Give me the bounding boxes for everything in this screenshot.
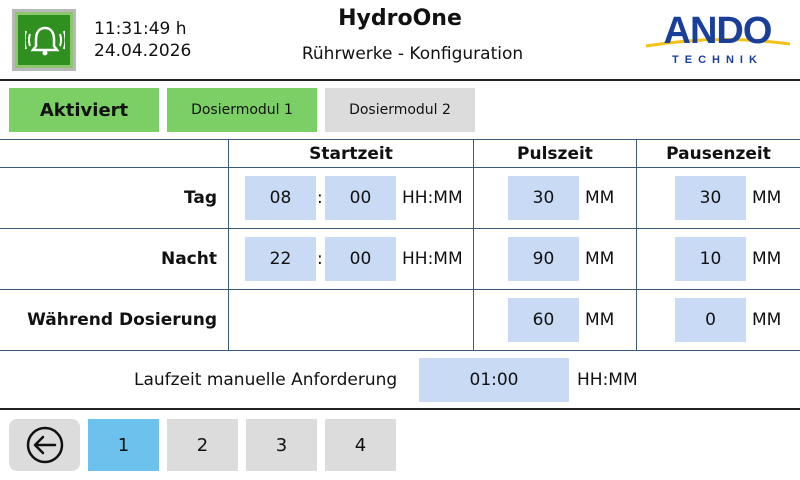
activated-button[interactable]: Aktiviert xyxy=(9,88,159,132)
header-divider xyxy=(0,79,800,81)
manual-runtime-field[interactable]: 01:00 xyxy=(419,358,569,402)
row-label-tag: Tag xyxy=(183,188,217,208)
app-title: HydroOne xyxy=(338,6,462,31)
column-divider xyxy=(228,139,229,350)
table-bottom-line xyxy=(0,350,800,351)
header-startzeit: Startzeit xyxy=(309,144,393,164)
tag-pause-field[interactable]: 30 xyxy=(675,176,746,220)
unit-label: MM xyxy=(585,188,615,208)
tag-start-minutes-field[interactable]: 00 xyxy=(325,176,396,220)
table-top-line xyxy=(0,139,800,140)
manual-runtime-label: Laufzeit manuelle Anforderung xyxy=(134,370,398,390)
dosierung-pause-field[interactable]: 0 xyxy=(675,298,746,342)
back-arrow-icon xyxy=(25,425,65,465)
nacht-puls-field[interactable]: 90 xyxy=(508,237,579,281)
nacht-start-hours-field[interactable]: 22 xyxy=(245,237,316,281)
unit-label: MM xyxy=(585,310,615,330)
header-pulszeit: Pulszeit xyxy=(517,144,593,164)
header-pausenzeit: Pausenzeit xyxy=(666,144,771,164)
back-button[interactable] xyxy=(9,419,80,471)
page-button-3[interactable]: 3 xyxy=(246,419,317,471)
logo-sub-text: TECHNIK xyxy=(672,54,763,66)
tag-puls-field[interactable]: 30 xyxy=(508,176,579,220)
page-button-4[interactable]: 4 xyxy=(325,419,396,471)
table-header-line xyxy=(0,167,800,168)
tab-dosiermodul-1[interactable]: Dosiermodul 1 xyxy=(167,88,317,132)
footer-divider xyxy=(0,408,800,410)
row-label-waehrend-dosierung: Während Dosierung xyxy=(27,310,217,330)
tag-start-hours-field[interactable]: 08 xyxy=(245,176,316,220)
nacht-pause-field[interactable]: 10 xyxy=(675,237,746,281)
table-row-line xyxy=(0,228,800,229)
nacht-start-minutes-field[interactable]: 00 xyxy=(325,237,396,281)
tab-dosiermodul-2[interactable]: Dosiermodul 2 xyxy=(325,88,475,132)
unit-label: MM xyxy=(585,249,615,269)
unit-label: MM xyxy=(752,310,782,330)
unit-label: HH:MM xyxy=(402,249,463,269)
date-display: 24.04.2026 xyxy=(94,41,192,61)
unit-label: HH:MM xyxy=(402,188,463,208)
page-button-2[interactable]: 2 xyxy=(167,419,238,471)
logo-brand-text: ANDO xyxy=(663,10,772,52)
page-title: Rührwerke - Konfiguration xyxy=(301,44,524,64)
table-row-line xyxy=(0,289,800,290)
unit-label: MM xyxy=(752,249,782,269)
page-button-1[interactable]: 1 xyxy=(88,419,159,471)
alarm-button[interactable] xyxy=(12,9,76,71)
time-separator: : xyxy=(317,188,323,208)
dosierung-puls-field[interactable]: 60 xyxy=(508,298,579,342)
unit-label: MM xyxy=(752,188,782,208)
clock xyxy=(94,18,191,62)
time-display: 11:31:49 h xyxy=(94,19,187,39)
row-label-nacht: Nacht xyxy=(160,249,217,269)
unit-label: HH:MM xyxy=(577,370,638,390)
time-separator: : xyxy=(317,249,323,269)
brand-logo xyxy=(640,8,795,70)
alarm-bell-icon xyxy=(25,22,65,60)
column-divider xyxy=(636,139,637,350)
column-divider xyxy=(473,139,474,350)
